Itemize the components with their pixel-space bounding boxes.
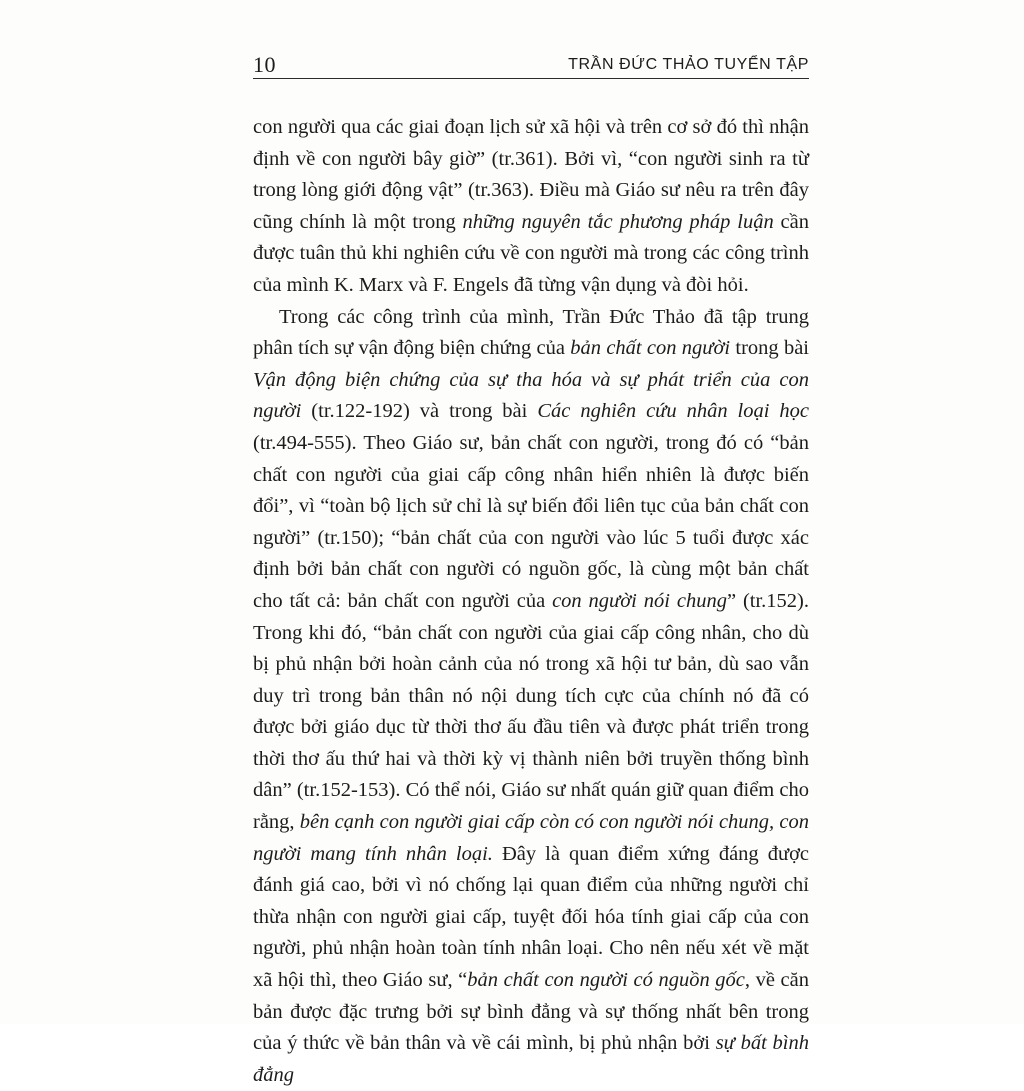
italic-text-run: Vận động biện chứng của sự tha hóa và sự phát triển của con người: [253, 368, 809, 423]
running-header: [253, 50, 809, 79]
italic-text-run: bên cạnh con người giai cấp còn có con người nói chung, con người mang tính nhân loại.: [253, 811, 809, 865]
body-text: [253, 112, 809, 1091]
page-number: 10: [253, 52, 276, 77]
text-run: (tr.122-192) và trong bài: [301, 400, 538, 423]
paragraph: [253, 112, 809, 302]
italic-text-run: con người nói chung: [552, 589, 727, 612]
text-run: cần được tuân thủ khi nghiên cứu về con người mà trong các công trình của mình K. Marx và F. Engels đã từng vận dụng và đòi hỏi.: [253, 210, 809, 296]
book-title: TRẦN ĐỨC THẢO TUYỂN TẬP: [568, 56, 809, 73]
text-run: Đây là quan điểm xứng đáng được đánh giá cao, bởi vì nó chống lại quan điểm của những người chỉ thừa nhận con người giai cấp, tuyệt đối hóa tính giai cấp của con người, phủ nhận hoàn toàn tính nhân loại. Cho nên nếu xét về mặt xã hội thì, theo Giáo sư, “: [253, 842, 810, 992]
text-run: (tr.494-555). Theo Giáo sư, bản chất con người, trong đó có “bản chất con người của giai cấp công nhân hiển nhiên là được biến đổi”, vì “toàn bộ lịch sử chỉ là sự biến đổi liên tục của bản chất con người” (tr.150); “bản chất của con người vào lúc 5 tuổi được xác định bởi bản chất con người có nguồn gốc, là cùng một bản chất cho tất cả: bản chất con người của: [253, 431, 809, 612]
text-run: Trong các công trình của mình, Trần Đức Thảo đã tập trung phân tích sự vận động biện chứng của: [253, 305, 809, 360]
text-run: con người qua các giai đoạn lịch sử xã hội và trên cơ sở đó thì nhận định về con người bây giờ” (tr.361). Bởi vì, “con người sinh ra từ trong lòng giới động vật” (tr.363). Điều mà Giáo sư nêu ra trên đây cũng chính là một trong: [253, 116, 809, 233]
text-run: , về căn bản được đặc trưng bởi sự bình đẳng và sự thống nhất bên trong của ý thức về bản thân và về cái mình, bị phủ nhận bởi: [253, 969, 809, 1055]
italic-text-run: những nguyên tắc phương pháp luận: [462, 210, 774, 233]
italic-text-run: Các nghiên cứu nhân loại học: [537, 400, 809, 423]
text-run: trong bài: [730, 337, 809, 360]
paragraph: [253, 302, 809, 1091]
italic-text-run: sự bất bình đẳng: [253, 1032, 809, 1086]
italic-text-run: bản chất con người: [570, 337, 731, 360]
italic-text-run: bản chất con người có nguồn gốc: [467, 969, 745, 992]
text-run: ” (tr.152). Trong khi đó, “bản chất con người của giai cấp công nhân, cho dù bị phủ nhận bởi hoàn cảnh của nó trong xã hội tư bản, dù sao vẫn duy trì trong bản thân nó nội dung tích cực của chính nó đã có được bởi giáo dục từ thời thơ ấu đầu tiên và được phát triển trong thời thơ ấu thứ hai và thời kỳ vị thành niên bởi truyền thống bình dân” (tr.152-153). Có thể nói, Giáo sư nhất quán giữ quan điểm cho rằng,: [253, 589, 809, 834]
